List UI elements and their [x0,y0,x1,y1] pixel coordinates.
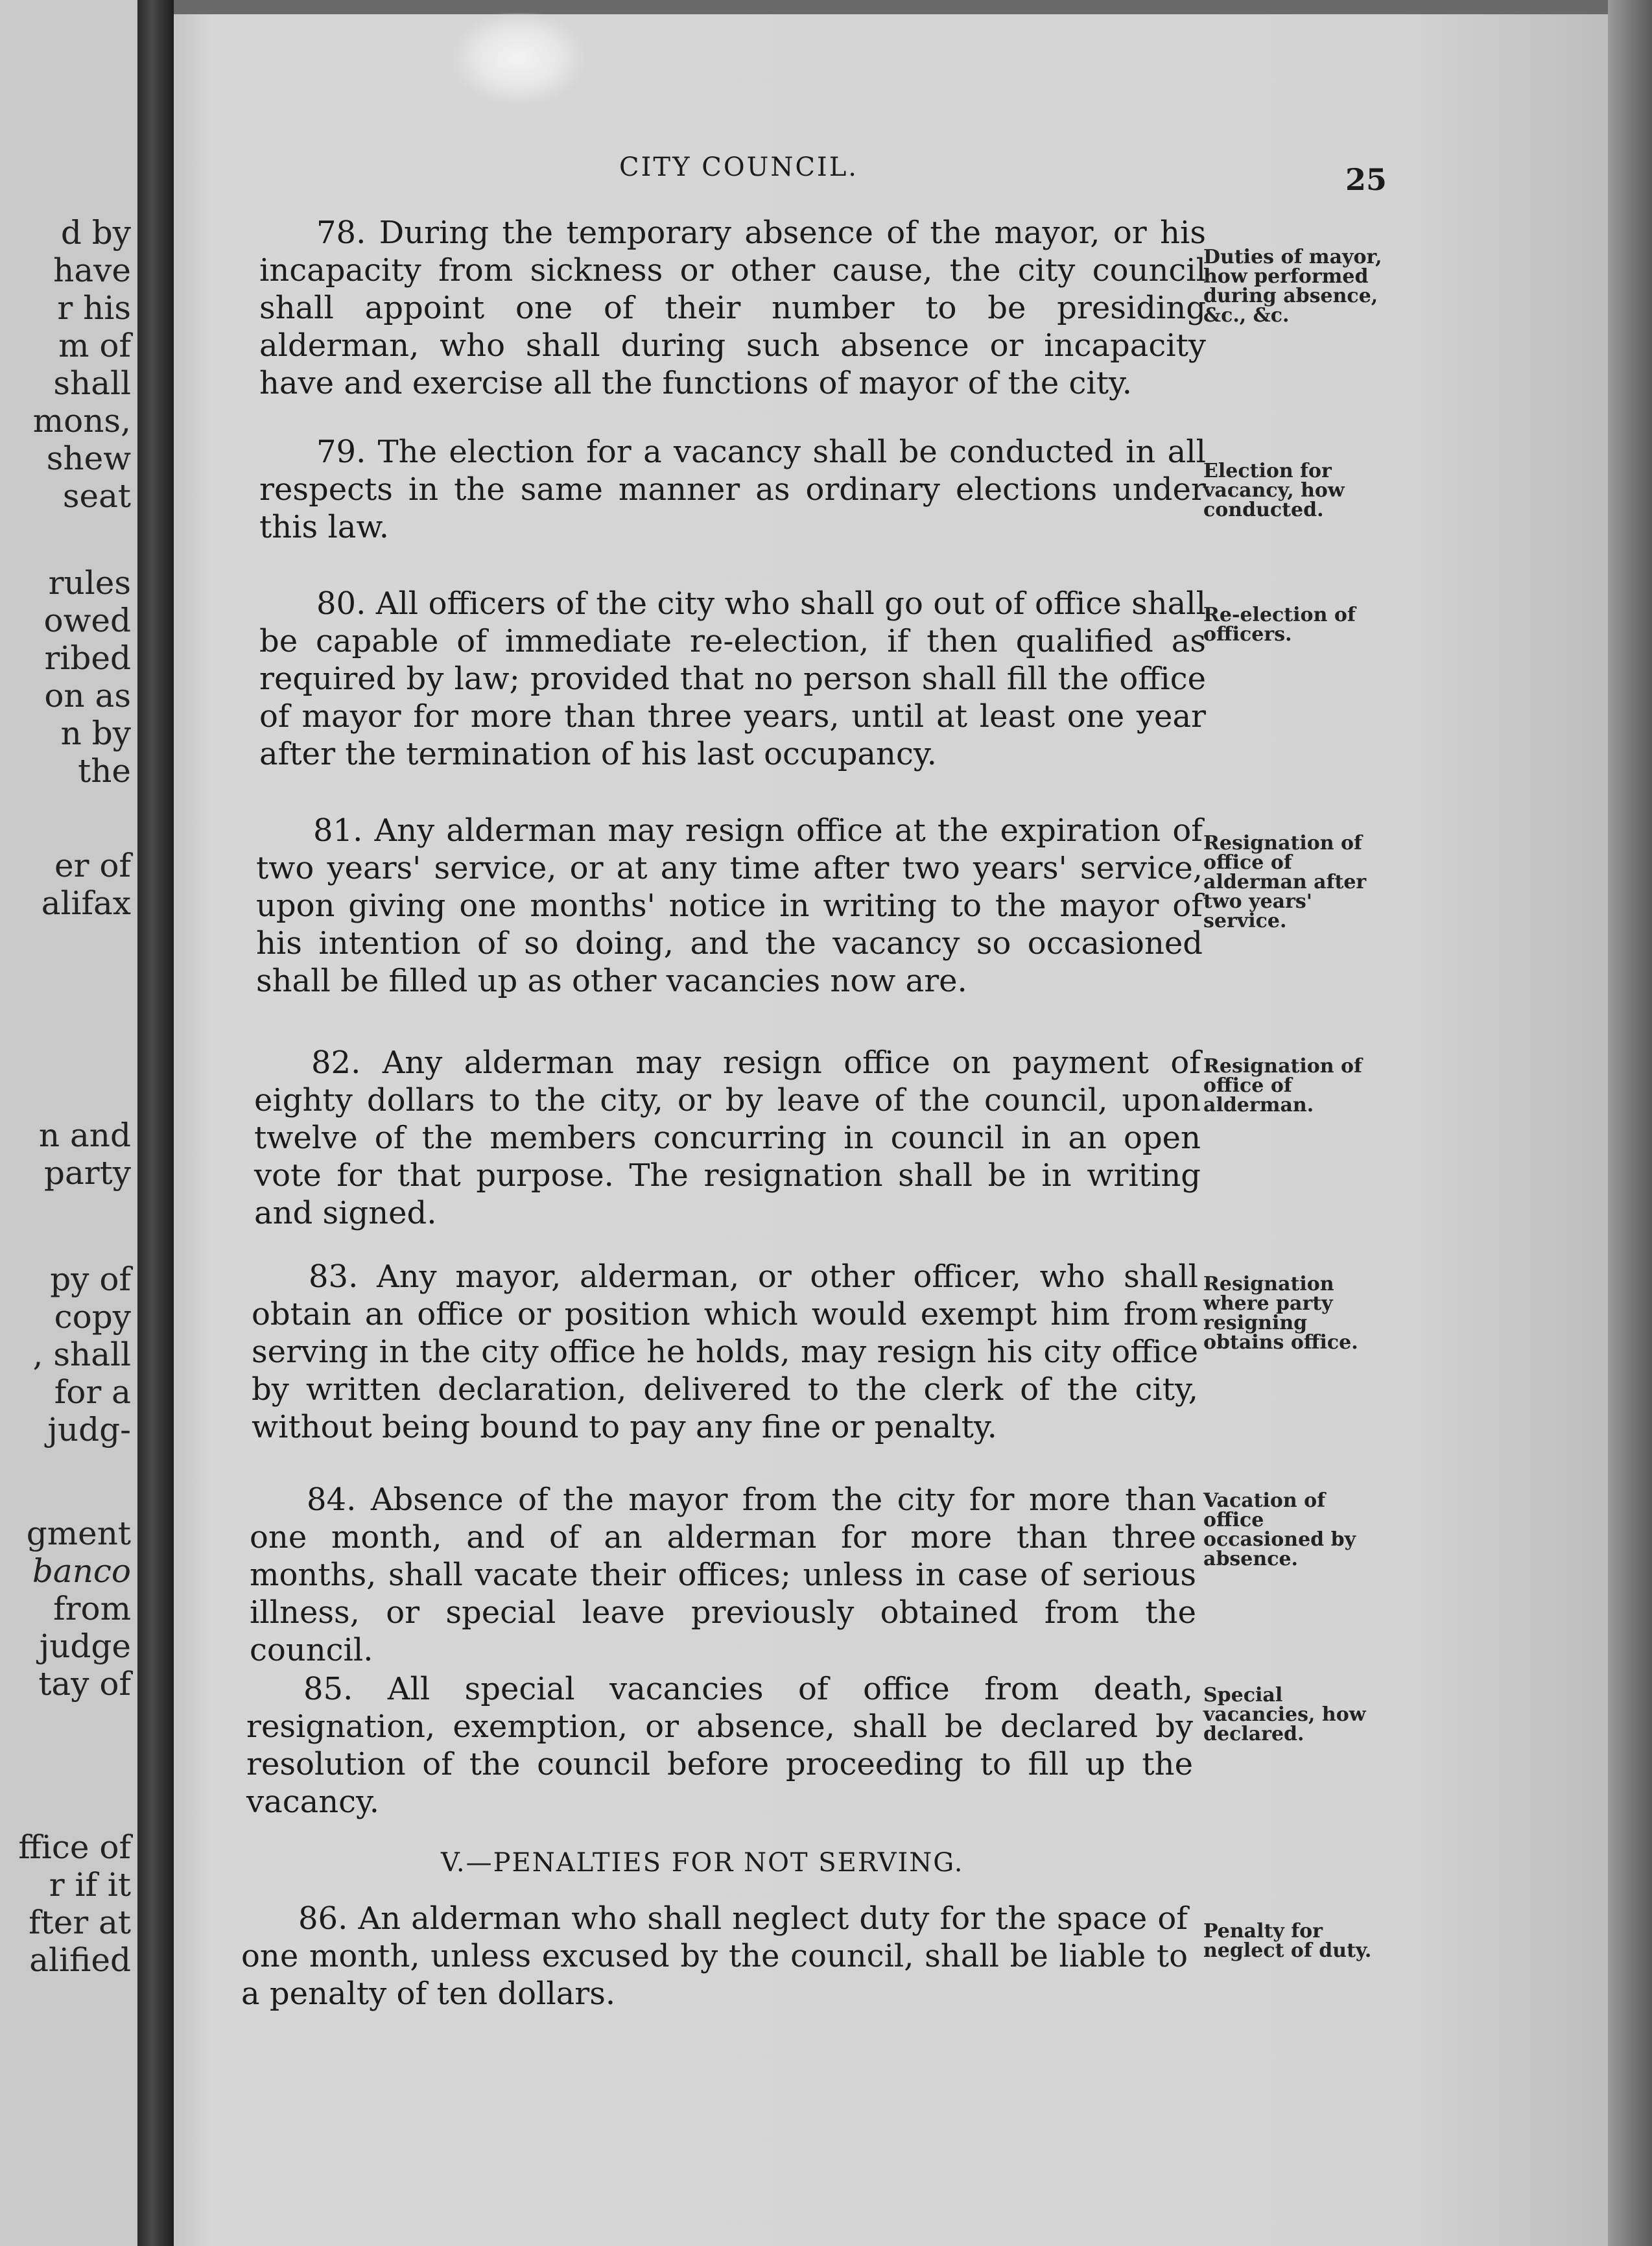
facing-page-line: the [78,752,131,790]
facing-page-line: owed [43,602,131,639]
facing-page-line: party [43,1154,131,1192]
facing-page-line: alifax [41,884,131,922]
facing-page-line: rules [48,564,131,602]
facing-page-line: tay of [38,1665,131,1703]
facing-page-line: r if it [49,1866,131,1904]
facing-page-line: gment [26,1515,131,1552]
facing-page-line: shew [46,440,131,477]
facing-page-line: alified [29,1941,131,1979]
facing-page-line: d by [60,214,131,252]
facing-page-line: from [53,1590,131,1627]
page-smudge [454,13,584,104]
book-gutter [137,0,174,2246]
running-head: CITY COUNCIL. [619,152,858,182]
section-86-text: 86. An alderman who shall neglect duty for the space of one month, unless excused by the council, shall be liable to a penalty of ten dollars. [241,1900,1188,2012]
section-82-text: 82. Any alderman may resign office on payment of eighty dollars to the city, or by leave of the council, upon twelve of the members concurring in council in an open vote for that purpose. The resignation shall be in writing and signed. [254,1045,1201,1231]
section-80-text: 80. All officers of the city who shall go out of office shall be capable of immediate re-election, if then qualified as required by law; provided that no person shall fill the office of mayor for more than three years, until at least one year after the termination of his last occupancy. [259,585,1206,772]
facing-page-line: on as [44,677,131,715]
section-86-margin-note: Penalty for neglect of duty. [1203,1920,1372,1962]
facing-page-line: m of [58,327,131,364]
section-81-margin-note: Resignation of office of alderman after two years' service. [1203,832,1367,932]
facing-page-line: py of [50,1260,131,1298]
section-84-text: 84. Absence of the mayor from the city for more than one month, and of an alderman for more than three months, shall vacate their offices; unless in case of serious illness, or special leave previously obtained from the council. [250,1482,1196,1668]
facing-page-line: fter at [29,1904,131,1941]
section-79-margin-note: Election for vacancy, how conducted. [1203,460,1345,521]
section-82-margin-note: Resignation of office of alderman. [1203,1055,1362,1117]
section-85-margin-note: Special vacancies, how declared. [1203,1684,1366,1745]
section-79-text: 79. The election for a vacancy shall be conducted in all respects in the same manner as ordinary elections under this law. [259,434,1206,545]
page-edge [1608,0,1652,2246]
facing-page-line: n and [38,1117,131,1154]
facing-page-line: copy [54,1298,131,1336]
facing-page-line: ffice of [18,1828,131,1866]
facing-page-line: er of [54,847,131,884]
section-heading [441,1848,964,1878]
facing-page-line: r his [57,289,131,327]
section-78-text: 78. During the temporary absence of the mayor, or his incapacity from sickness or other cause, the city council shall appoint one of their number to be presiding alderman, who shall during such absence or incapacity have and exercise all the functions of mayor of the city. [259,215,1206,401]
facing-page-line: n by [60,715,131,752]
facing-page-line: banco [32,1552,131,1590]
facing-page-line: mons, [32,402,131,440]
facing-page-line: for a [54,1373,131,1411]
section-81-text: 81. Any alderman may resign office at the expiration of two years' service, or at any time after two years' service, upon giving one months' notice in writing to the mayor of his intention of so doing, and the vacancy so occasioned shall be filled up as other vacancies now are. [256,812,1203,999]
section-83-text: 83. Any mayor, alderman, or other officer, who shall obtain an office or position which would exempt him from serving in the city office he holds, may resign his city office by written declaration, delivered to the clerk of the city, without being bound to pay any fine or penalty. [252,1259,1198,1445]
facing-page-line: , shall [32,1336,131,1373]
section-85-text: 85. All special vacancies of office from death, resignation, exemption, or absence, shall be declared by resolution of the council before proceeding to fill up the vacancy. [246,1671,1193,1820]
section-78-margin-note: Duties of mayor, how performed during absence, &c., &c. [1203,246,1382,327]
section-heading-prefix: V.—P [441,1848,512,1878]
facing-page-line: judge [39,1627,131,1665]
facing-page-line: have [53,252,131,289]
section-80-margin-note: Re-election of officers. [1203,604,1356,646]
section-84-margin-note: Vacation of office occasioned by absence. [1203,1489,1356,1570]
page-number: 25 [1345,162,1387,197]
facing-page-fragment [0,0,137,2246]
facing-page-line: judg- [47,1411,131,1448]
section-83-margin-note: Resignation where party resigning obtains office. [1203,1273,1358,1354]
page-top-shadow [174,0,1608,14]
section-heading-rest: ENALTIES FOR NOT SERVING. [512,1848,964,1878]
facing-page-line: shall [53,364,131,402]
facing-page-line: ribed [44,639,131,677]
facing-page-line: seat [62,477,131,515]
